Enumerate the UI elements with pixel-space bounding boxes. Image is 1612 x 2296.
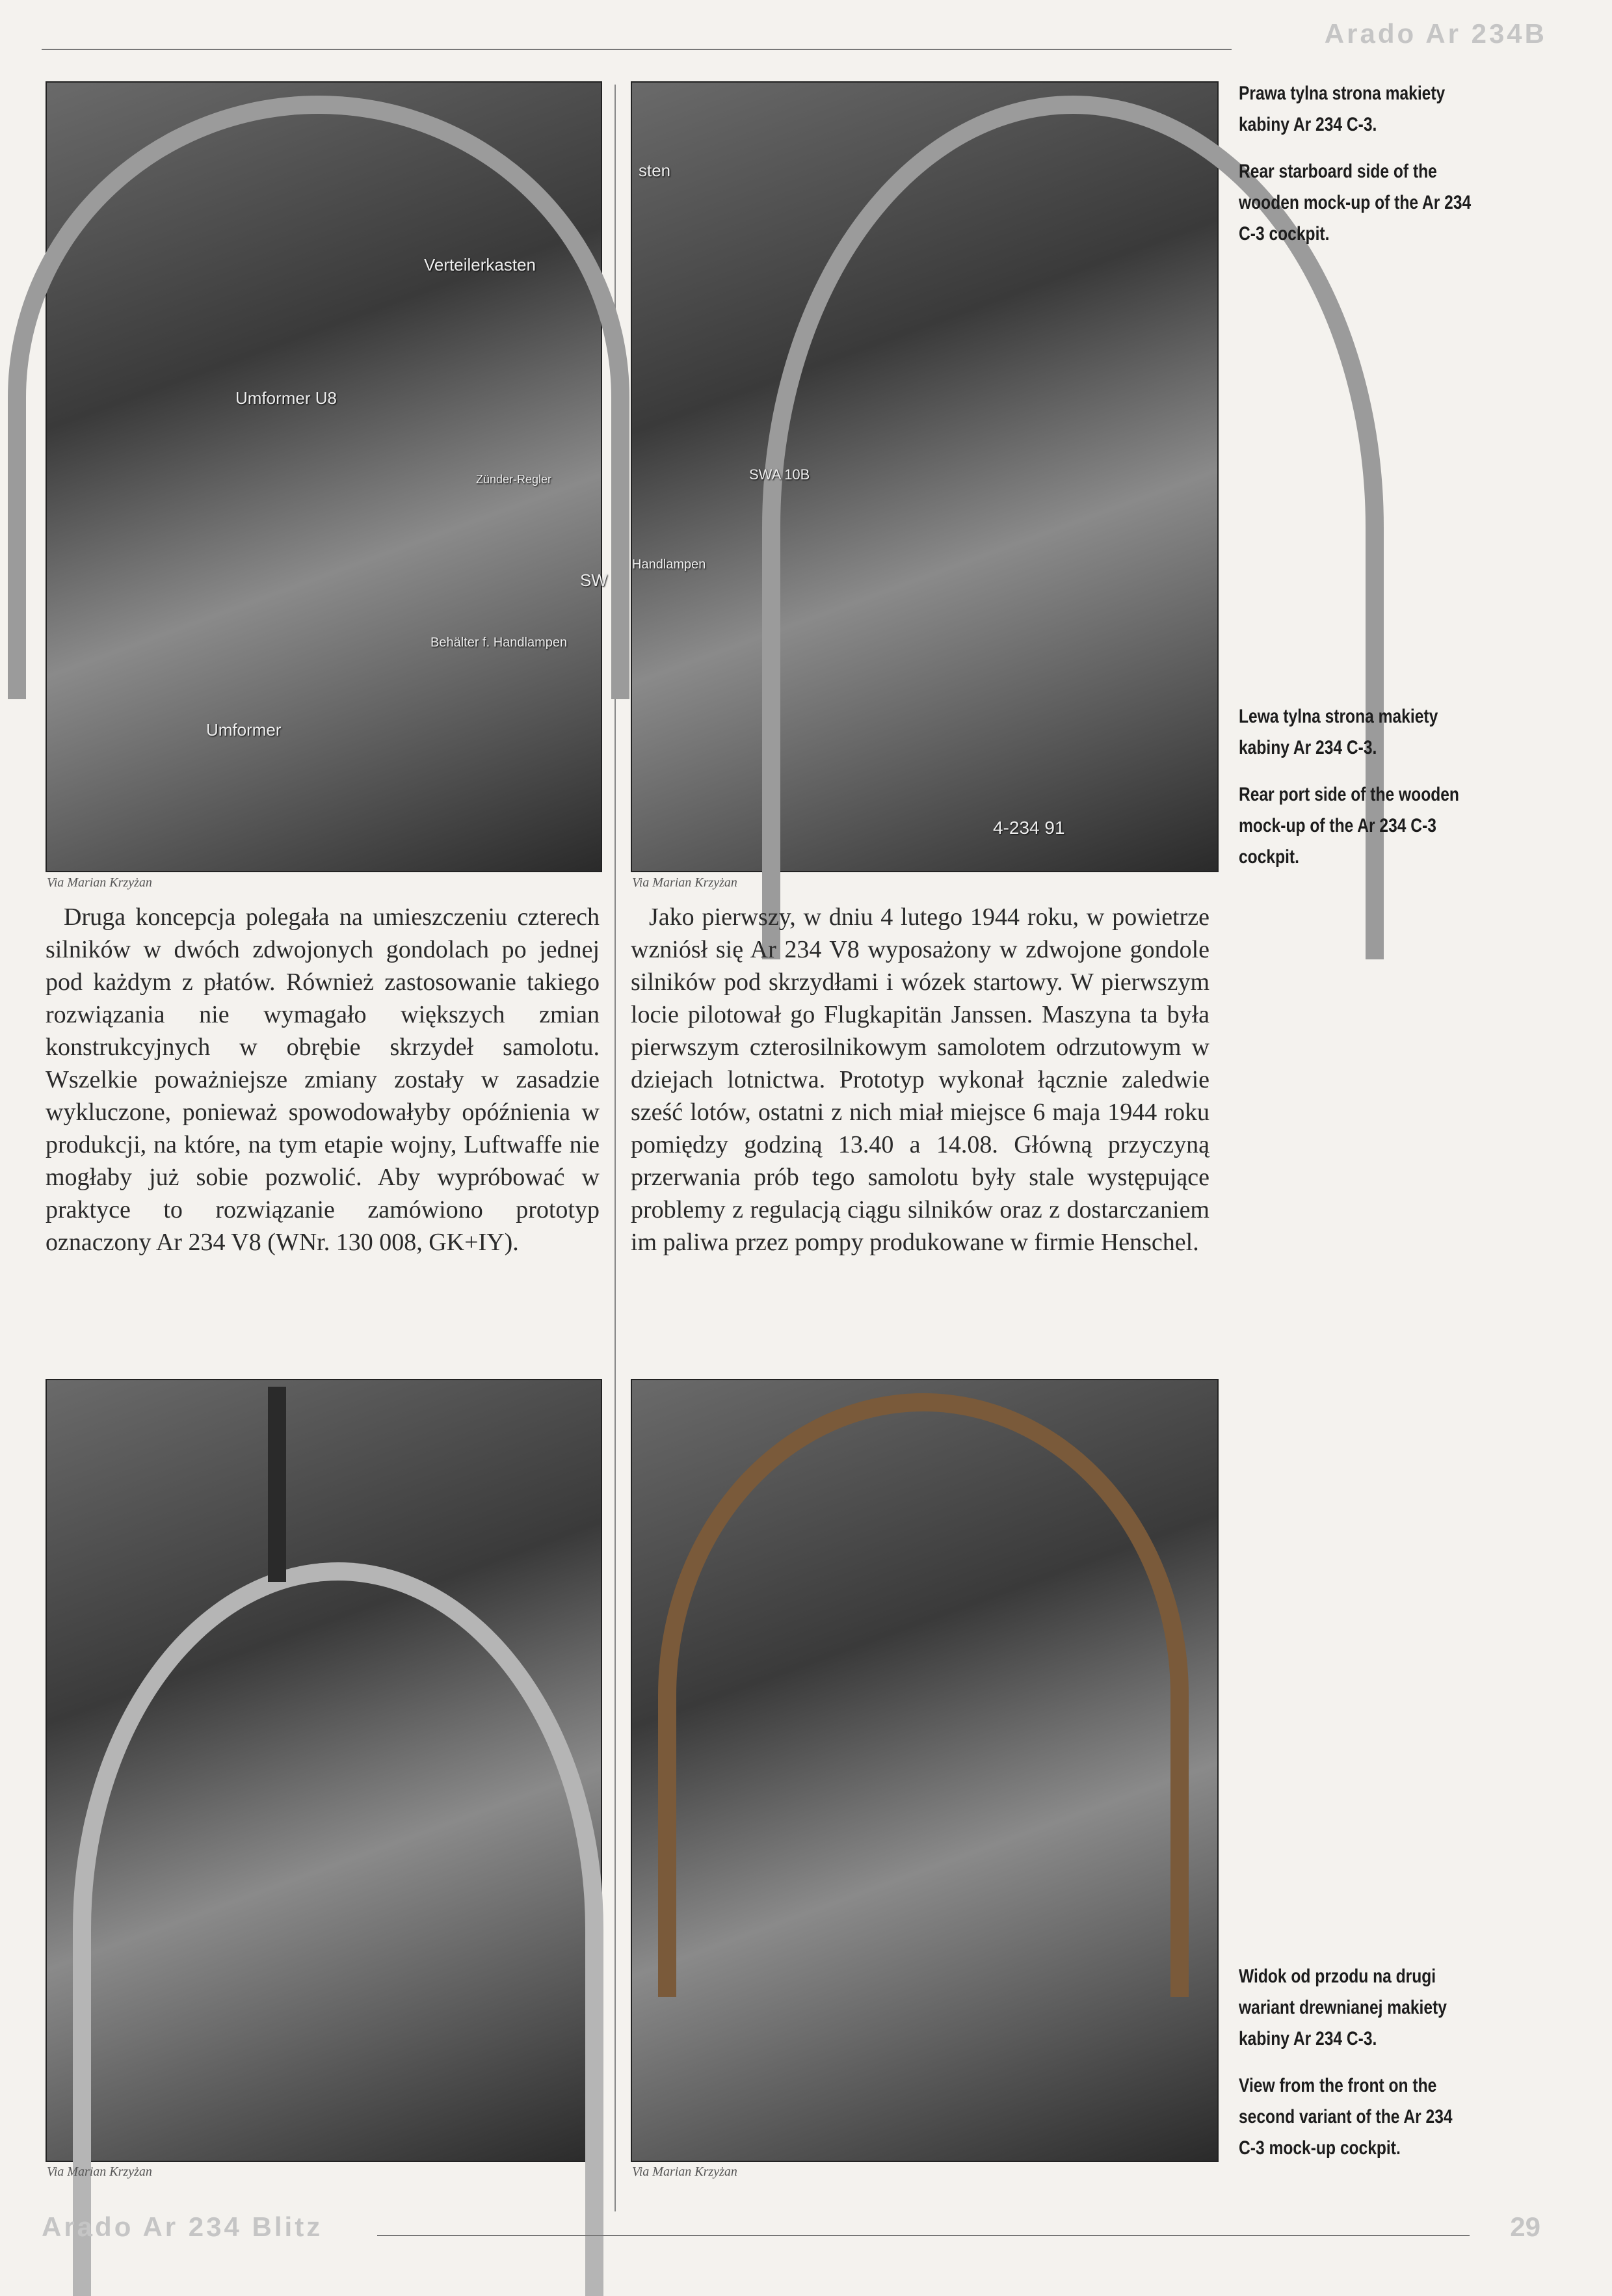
running-footer: Arado Ar 234 Blitz (42, 2211, 323, 2242)
photo-credit: Via Marian Krzyżan (632, 875, 737, 890)
photo-rear-starboard-right (631, 81, 1219, 872)
caption-pl: Widok od przodu na drugi wariant drewnianej makiety kabiny Ar 234 C-3. (1239, 1966, 1447, 2049)
photo-label: 4-234 91 (993, 818, 1065, 838)
photo-label: SW (580, 570, 607, 590)
caption-rear-port (1239, 701, 1473, 888)
photo-credit: Via Marian Krzyżan (47, 2165, 152, 2179)
caption-en: Rear starboard side of the wooden mock-up of the Ar 234 C-3 cockpit. (1239, 161, 1472, 245)
running-header: Arado Ar 234B (1324, 18, 1547, 49)
caption-pl: Lewa tylna strona makiety kabiny Ar 234 C-3. (1239, 706, 1438, 758)
photo-label: Umformer U8 (235, 388, 337, 408)
photo-rear-starboard-left (46, 81, 607, 872)
photo-label: Behälter f. Handlampen (430, 635, 568, 650)
caption-rear-starboard (1239, 78, 1473, 265)
photo-label: sten (639, 161, 671, 180)
photo-credit: Via Marian Krzyżan (632, 2165, 737, 2179)
page-number: 29 (1510, 2211, 1540, 2242)
body-text-right: Jako pierwszy, w dniu 4 lutego 1944 roku, w powietrze wzniósł się Ar 234 V8 wyposażony w zdwojone gondole silników pod skrzydłami i wózek startowy. W pierwszym locie pilotował go Flugkapitän Janssen. Maszyna ta była pierwszym czterosilnikowym samolotem odrzutowym w dziejach lotnictwa. Prototyp wykonał łącznie zaledwie sześć lotów, ostatni z nich miał miejsce 6 maja 1944 roku pomiędzy godziną 13.40 a 14.08. Główną przyczyną przerwania prób tego samolotu były stale występujące problemy z regulacją ciągu silników oraz z dostarczaniem im paliwa przez pompy produkowane w firmie Henschel. (631, 903, 1209, 1256)
photo-label: Handlampen (632, 557, 706, 572)
photo-label: Umformer (206, 720, 282, 740)
caption-en: View from the front on the second variant of the Ar 234 C-3 mock-up cockpit. (1239, 2075, 1453, 2159)
photo-label: Zünder-Regler (476, 473, 552, 486)
footer-rule (377, 2235, 1470, 2236)
caption-en: Rear port side of the wooden mock-up of the Ar 234 C-3 cockpit. (1239, 784, 1459, 868)
caption-front-view (1239, 1961, 1473, 2180)
header-rule (42, 49, 1232, 50)
photo-front-right (631, 1379, 1219, 2162)
photo-credit: Via Marian Krzyżan (47, 875, 152, 890)
photo-label: SWA 10B (749, 466, 810, 483)
caption-pl: Prawa tylna strona makiety kabiny Ar 234 C-3. (1239, 83, 1446, 135)
photo-label: Verteilerkasten (424, 255, 536, 274)
body-text-left: Druga koncepcja polegała na umieszczeniu czterech silników w dwóch zdwojonych gondolach po jednej pod każdym z płatów. Również zastosowanie takiego rozwiązania nie wymagało większych zmian konstrukcyjnych w obrębie skrzydeł samolotu. Wszelkie poważniejsze zmiany zostały w zasadzie wykluczone, ponieważ spowodowałyby opóźnienia w produkcji, na które, na tym etapie wojny, Luftwaffe nie mogłaby już sobie pozwolić. Aby wypróbować w praktyce to rozwiązanie zamówiono prototyp oznaczony Ar 234 V8 (WNr. 130 008, GK+IY). (46, 903, 600, 1256)
photo-front-left (46, 1379, 602, 2162)
